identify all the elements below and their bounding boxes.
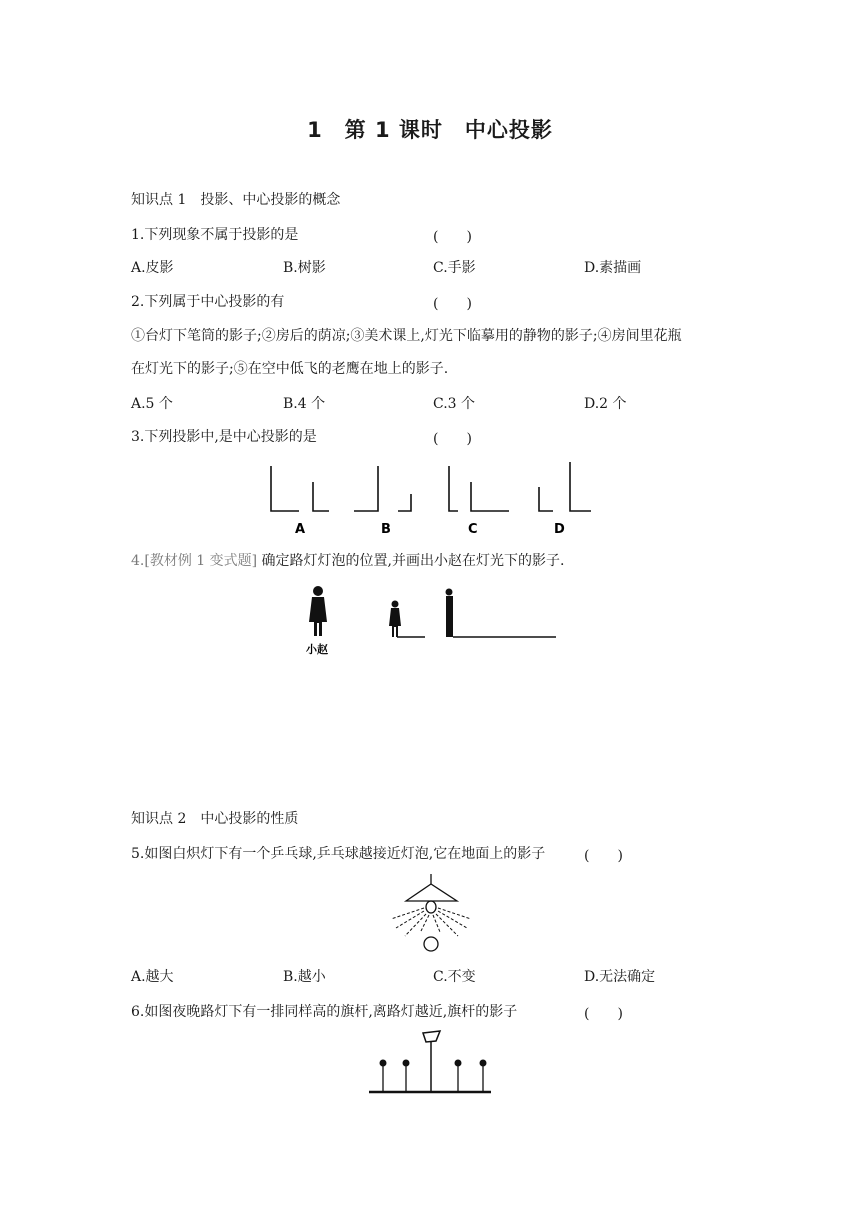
figure-label-d: D: [554, 522, 565, 537]
figure-label-a: A: [295, 522, 306, 537]
figure-c-pole-1: [449, 466, 458, 511]
question-2-answer-blank: ( ): [433, 296, 472, 312]
page-title: 1 第 1 课时 中心投影: [307, 118, 553, 142]
question-4: [131, 551, 564, 571]
figure-label-b: B: [381, 522, 391, 537]
question-5-stem: 5.如图白炽灯下有一个乒乓球,乒乓球越接近灯泡,它在地面上的影子: [131, 846, 546, 862]
figure-b-pole-2: [398, 494, 411, 511]
question-6-stem: 6.如图夜晚路灯下有一排同样高的旗杆,离路灯越近,旗杆的影子: [131, 1004, 518, 1020]
question-4-tag: 4.[教材例 1 变式题]: [131, 553, 258, 569]
lamp-ball-figure: [391, 874, 471, 951]
q5-option-c: C.不变: [433, 969, 476, 985]
question-2-line-1: ①台灯下笔筒的影子;②房后的荫凉;③美术课上,灯光下临摹用的静物的影子;④房间里花瓶: [131, 328, 682, 344]
person-xiaozhao-figure: [309, 586, 327, 636]
question-2-line-2: 在灯光下的影子;⑤在空中低飞的老鹰在地上的影子.: [131, 361, 449, 377]
q2-option-b: B.4 个: [283, 396, 326, 412]
question-5-answer-blank: ( ): [584, 848, 623, 864]
streetlamp-flagpoles-figure: [369, 1031, 491, 1092]
q2-option-a: A.5 个: [131, 396, 173, 412]
question-4-stem: 确定路灯灯泡的位置,并画出小赵在灯光下的影子.: [261, 553, 565, 569]
q5-option-a: A.越大: [131, 969, 174, 985]
q1-option-b: B.树影: [283, 260, 326, 276]
q1-option-a: A.皮影: [131, 260, 174, 276]
figure-c-pole-2: [471, 482, 509, 511]
question-1-stem: 1.下列现象不属于投影的是: [131, 227, 299, 243]
question-2-stem: 2.下列属于中心投影的有: [131, 294, 285, 310]
q5-option-b: B.越小: [283, 969, 326, 985]
small-person-figure: [389, 601, 401, 638]
q1-option-c: C.手影: [433, 260, 476, 276]
figure-label-xiaozhao: 小赵: [306, 643, 328, 656]
question-1-answer-blank: ( ): [433, 229, 472, 245]
q2-option-d: D.2 个: [584, 396, 627, 412]
q5-option-d: D.无法确定: [584, 969, 656, 985]
section-heading-1: 知识点 1 投影、中心投影的概念: [131, 192, 341, 208]
section-heading-2: 知识点 2 中心投影的性质: [131, 811, 299, 827]
question-3-stem: 3.下列投影中,是中心投影的是: [131, 429, 317, 445]
figure-a-pole-2: [313, 482, 329, 511]
figure-label-c: C: [468, 522, 478, 537]
q1-option-d: D.素描画: [584, 260, 642, 276]
question-3-answer-blank: ( ): [433, 431, 472, 447]
figure-b-pole-1: [354, 466, 378, 511]
question-6-answer-blank: ( ): [584, 1006, 623, 1022]
figure-a-pole-1: [271, 466, 299, 511]
figure-d-pole-1: [539, 487, 553, 511]
pole-figure: [446, 589, 454, 638]
q2-option-c: C.3 个: [433, 396, 476, 412]
figure-d-pole-2: [570, 462, 591, 511]
